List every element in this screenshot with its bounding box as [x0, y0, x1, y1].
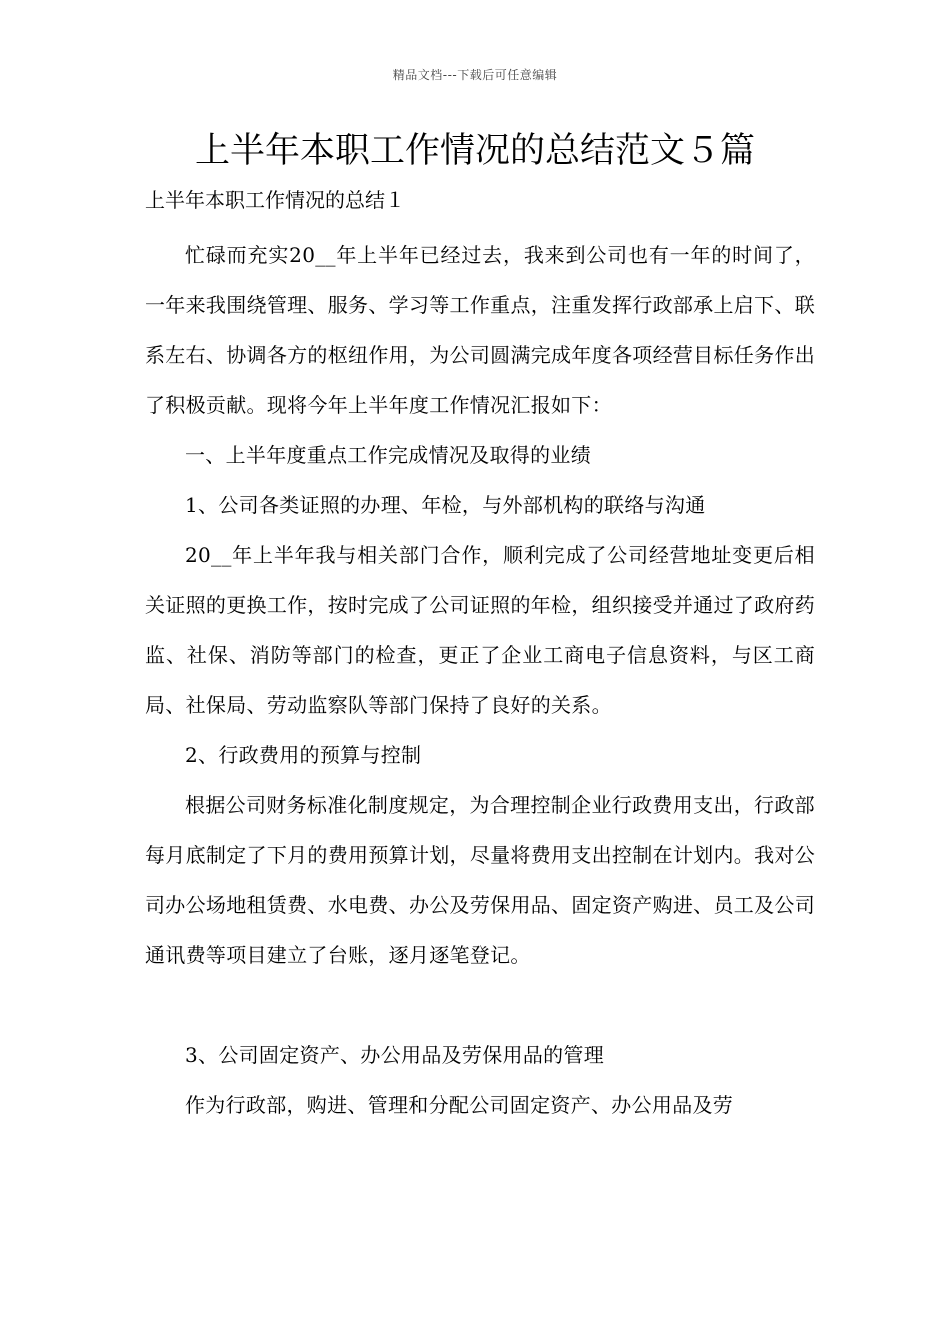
- paragraph-subheading-1: 1、公司各类证照的办理、年检，与外部机构的联络与沟通: [185, 493, 706, 517]
- paragraph-intro: 忙碌而充实20__年上半年已经过去，我来到公司也有一年的时间了，一年来我围绕管理、服务、学习等工作重点，注重发挥行政部承上启下、联系左右、协调各方的枢纽作用，为公司圆满完成年度各项经营目标任务作出了积极贡献。现将今年上半年度工作情况汇报如下：: [145, 243, 815, 417]
- paragraph-budget: 根据公司财务标准化制度规定，为合理控制企业行政费用支出，行政部每月底制定了下月的费用预算计划，尽量将费用支出控制在计划内。我对公司办公场地租赁费、水电费、办公及劳保用品、固定资产购进、员工及公司通讯费等项目建立了台账，逐月逐笔登记。: [145, 793, 815, 967]
- header-note: 精品文档---下载后可任意编辑: [392, 68, 558, 82]
- paragraph-assets: 作为行政部，购进、管理和分配公司固定资产、办公用品及劳: [185, 1093, 734, 1117]
- section-title: 上半年本职工作情况的总结１: [145, 188, 405, 212]
- document-body: [145, 230, 815, 1130]
- paragraph-subheading-3: 3、公司固定资产、办公用品及劳保用品的管理: [185, 1043, 605, 1067]
- document-title: 上半年本职工作情况的总结范文５篇: [194, 131, 755, 171]
- paragraph-licenses: 20__年上半年我与相关部门合作，顺利完成了公司经营地址变更后相关证照的更换工作，按时完成了公司证照的年检，组织接受并通过了政府药监、社保、消防等部门的检查，更正了企业工商电子信息资料，与区工商局、社保局、劳动监察队等部门保持了良好的关系。: [145, 543, 815, 717]
- paragraph-heading-1: 一、上半年度重点工作完成情况及取得的业绩: [185, 443, 591, 467]
- paragraph-subheading-2: 2、行政费用的预算与控制: [185, 743, 422, 767]
